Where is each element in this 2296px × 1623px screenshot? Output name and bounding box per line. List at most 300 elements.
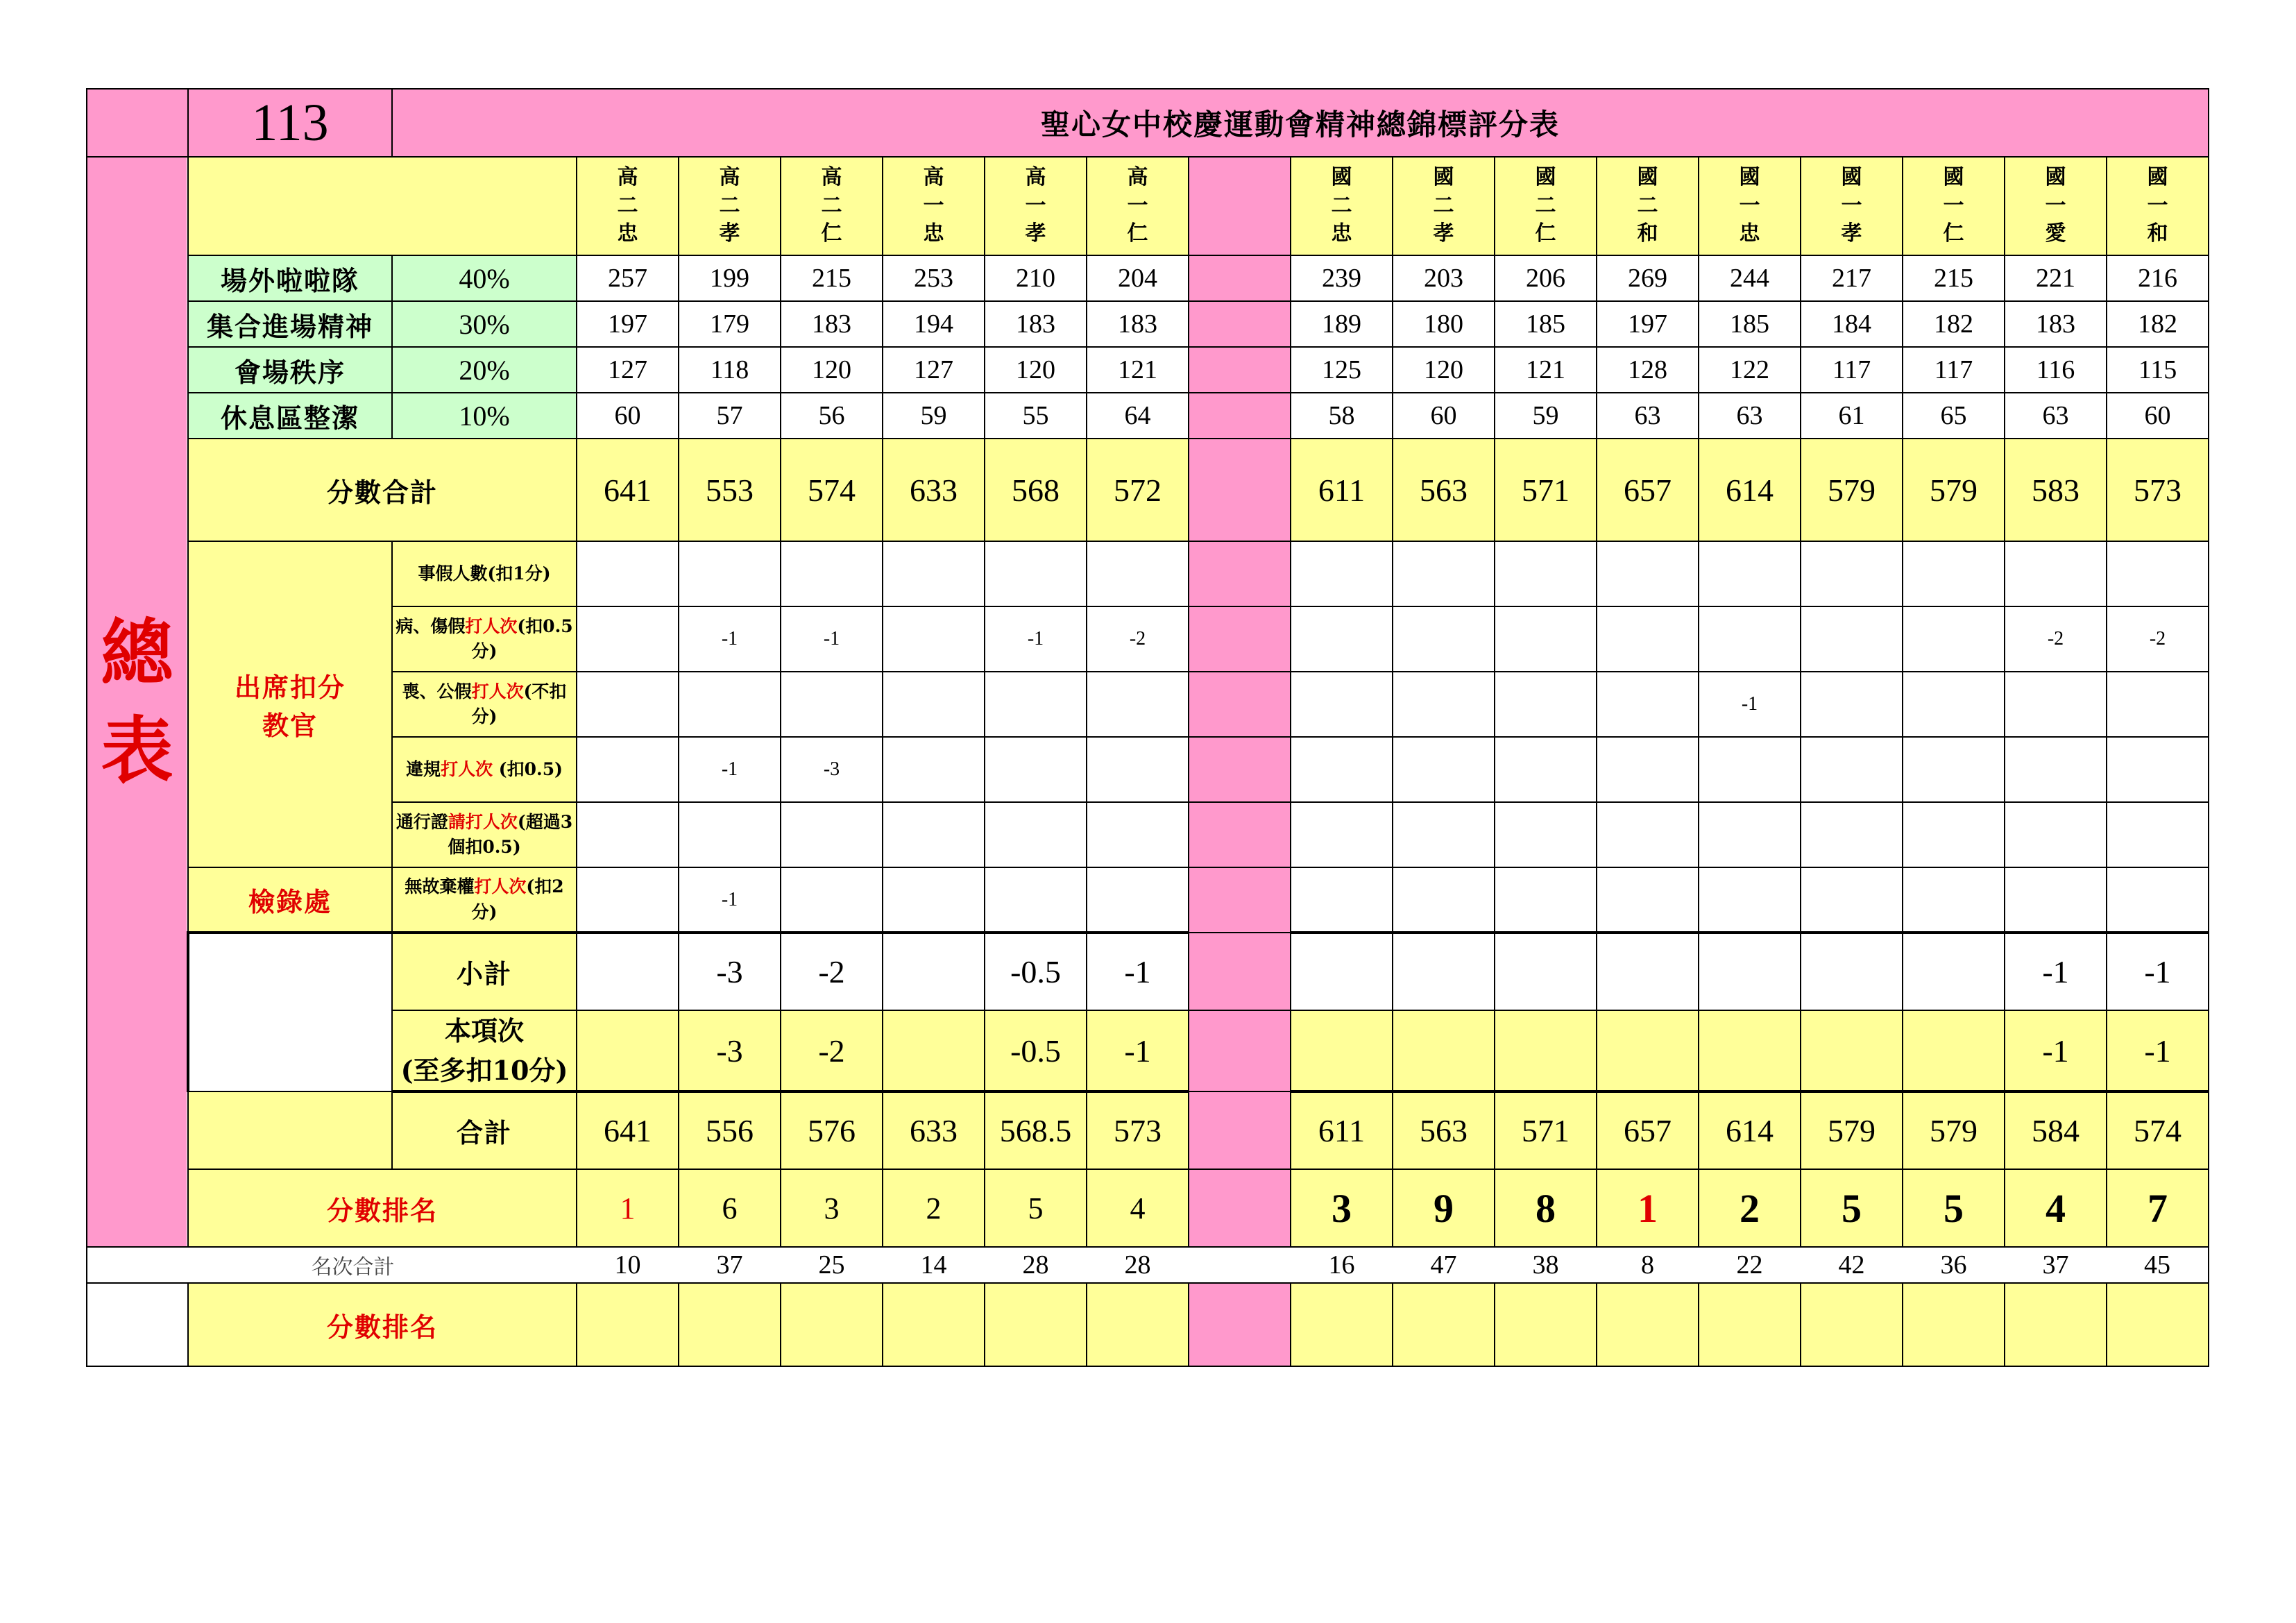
- value-cell: 120: [781, 347, 883, 393]
- class-header: [1495, 157, 1597, 255]
- value-cell: [1699, 1283, 1801, 1366]
- value-cell: [1699, 606, 1801, 672]
- value-cell: 556: [679, 1091, 781, 1169]
- value-cell: [883, 606, 985, 672]
- rank-sum-cell: 25: [781, 1247, 883, 1283]
- value-cell: -2: [2107, 606, 2209, 672]
- value-cell: 183: [985, 301, 1087, 347]
- value-cell: [2005, 672, 2107, 737]
- value-cell: 574: [2107, 1091, 2209, 1169]
- value-cell: -1: [1087, 933, 1189, 1010]
- item-deduct-label-2: (至多扣10分): [400, 1055, 568, 1086]
- value-cell: [1291, 672, 1393, 737]
- value-cell: [883, 737, 985, 802]
- value-cell: 239: [1291, 255, 1393, 301]
- value-cell: [1597, 672, 1699, 737]
- rank-sum-cell: 22: [1699, 1247, 1801, 1283]
- value-cell: [577, 672, 679, 737]
- year-label: 113: [188, 89, 392, 157]
- divider-cell: [1189, 1283, 1291, 1366]
- final-rank-blank: [87, 1283, 188, 1366]
- value-cell: [1495, 1010, 1597, 1091]
- value-cell: [1393, 541, 1495, 606]
- inspection-label: 檢錄處: [188, 867, 392, 933]
- value-cell: [1495, 606, 1597, 672]
- value-cell: 215: [1903, 255, 2005, 301]
- deduction-item: [392, 672, 577, 737]
- value-cell: [1597, 606, 1699, 672]
- value-cell: [1393, 933, 1495, 1010]
- value-cell: [1393, 606, 1495, 672]
- value-cell: [1087, 737, 1189, 802]
- value-cell: [577, 541, 679, 606]
- divider-cell: [1189, 347, 1291, 393]
- sheet-title: 聖心女中校慶運動會精神總錦標評分表: [392, 89, 2209, 157]
- value-cell: [1597, 867, 1699, 933]
- class-header: [1393, 157, 1495, 255]
- value-cell: 633: [883, 439, 985, 541]
- value-cell: [883, 1010, 985, 1091]
- value-cell: 56: [781, 393, 883, 439]
- class-header: [1291, 157, 1393, 255]
- rank-cell: 1: [577, 1169, 679, 1247]
- value-cell: 127: [577, 347, 679, 393]
- deduction-item: [392, 541, 577, 606]
- value-cell: [2107, 867, 2209, 933]
- value-cell: 185: [1495, 301, 1597, 347]
- value-cell: 579: [1801, 439, 1903, 541]
- criterion-weight: 10%: [392, 393, 577, 439]
- value-cell: -1: [1087, 1010, 1189, 1091]
- rank-sum-cell: 38: [1495, 1247, 1597, 1283]
- class-name: 國一孝: [1841, 165, 1862, 246]
- value-cell: 199: [679, 255, 781, 301]
- value-cell: -1: [985, 606, 1087, 672]
- deduction-text-c: (不扣分): [471, 681, 567, 726]
- value-cell: [1801, 1010, 1903, 1091]
- class-header: [985, 157, 1087, 255]
- value-cell: 614: [1699, 1091, 1801, 1169]
- value-cell: [1903, 541, 2005, 606]
- value-cell: -2: [781, 933, 883, 1010]
- class-header: [1903, 157, 2005, 255]
- value-cell: [577, 802, 679, 867]
- rank-sum-cell: 37: [2005, 1247, 2107, 1283]
- value-cell: [577, 867, 679, 933]
- value-cell: -1: [679, 737, 781, 802]
- value-cell: 60: [577, 393, 679, 439]
- rank-sum-cell: 16: [1291, 1247, 1393, 1283]
- value-cell: [1699, 1010, 1801, 1091]
- value-cell: [1699, 737, 1801, 802]
- value-cell: [1495, 802, 1597, 867]
- value-cell: [1291, 1283, 1393, 1366]
- value-cell: -3: [679, 1010, 781, 1091]
- attendance-label-1: 出席扣分: [234, 672, 346, 703]
- value-cell: [1801, 737, 1903, 802]
- divider-blank: [1189, 1247, 1291, 1283]
- value-cell: 611: [1291, 1091, 1393, 1169]
- criterion-name: 休息區整潔: [188, 393, 392, 439]
- class-name: 高二孝: [719, 165, 740, 246]
- rank-cell: 2: [1699, 1169, 1801, 1247]
- value-cell: [985, 802, 1087, 867]
- class-header: [1597, 157, 1699, 255]
- value-cell: 116: [2005, 347, 2107, 393]
- rank-cell: 4: [2005, 1169, 2107, 1247]
- value-cell: 573: [2107, 439, 2209, 541]
- value-cell: [679, 541, 781, 606]
- value-cell: 210: [985, 255, 1087, 301]
- value-cell: [577, 606, 679, 672]
- rank-cell: 5: [985, 1169, 1087, 1247]
- value-cell: [2005, 541, 2107, 606]
- value-cell: [1699, 541, 1801, 606]
- value-cell: 125: [1291, 347, 1393, 393]
- value-cell: -3: [781, 737, 883, 802]
- value-cell: [1801, 541, 1903, 606]
- class-name: 高二仁: [821, 165, 842, 246]
- value-cell: 183: [781, 301, 883, 347]
- value-cell: [1597, 933, 1699, 1010]
- value-cell: 120: [1393, 347, 1495, 393]
- value-cell: 121: [1495, 347, 1597, 393]
- value-cell: 611: [1291, 439, 1393, 541]
- value-cell: 189: [1291, 301, 1393, 347]
- value-cell: [781, 867, 883, 933]
- rank-label: 分數排名: [188, 1169, 577, 1247]
- value-cell: 221: [2005, 255, 2107, 301]
- divider-cell: [1189, 933, 1291, 1010]
- value-cell: 182: [2107, 301, 2209, 347]
- deduction-item: [392, 802, 577, 867]
- value-cell: [1801, 672, 1903, 737]
- value-cell: [985, 1283, 1087, 1366]
- value-cell: 568.5: [985, 1091, 1087, 1169]
- value-cell: -1: [2107, 1010, 2209, 1091]
- value-cell: [1903, 933, 2005, 1010]
- rank-sum-cell: 45: [2107, 1247, 2209, 1283]
- class-name: 國二和: [1637, 165, 1658, 246]
- class-name: 國二忠: [1331, 165, 1352, 246]
- rank-cell: 9: [1393, 1169, 1495, 1247]
- value-cell: 59: [883, 393, 985, 439]
- value-cell: 127: [883, 347, 985, 393]
- value-cell: [1393, 1283, 1495, 1366]
- value-cell: [2107, 672, 2209, 737]
- value-cell: [1597, 541, 1699, 606]
- value-cell: 579: [1903, 439, 2005, 541]
- value-cell: 215: [781, 255, 883, 301]
- value-cell: [1495, 672, 1597, 737]
- value-cell: 64: [1087, 393, 1189, 439]
- value-cell: 118: [679, 347, 781, 393]
- value-cell: [1597, 737, 1699, 802]
- item-deduct-label: [392, 1010, 577, 1091]
- value-cell: [1291, 802, 1393, 867]
- value-cell: 63: [2005, 393, 2107, 439]
- value-cell: 657: [1597, 1091, 1699, 1169]
- rank-cell: 4: [1087, 1169, 1189, 1247]
- value-cell: -1: [679, 867, 781, 933]
- score-sheet: [86, 88, 2209, 1367]
- deduction-text-b: 打人次: [465, 615, 518, 636]
- value-cell: [883, 1283, 985, 1366]
- value-cell: [1291, 541, 1393, 606]
- class-header: [781, 157, 883, 255]
- deduction-text: 事假人數(扣1分): [418, 563, 551, 584]
- value-cell: 217: [1801, 255, 1903, 301]
- value-cell: -1: [2005, 933, 2107, 1010]
- class-header: [2005, 157, 2107, 255]
- value-cell: [1903, 867, 2005, 933]
- value-cell: 216: [2107, 255, 2209, 301]
- divider-cell: [1189, 606, 1291, 672]
- value-cell: [1495, 867, 1597, 933]
- attendance-group-label: [188, 541, 392, 867]
- value-cell: 269: [1597, 255, 1699, 301]
- side-label-text: 總表: [101, 610, 173, 793]
- deduction-item: [392, 867, 577, 933]
- value-cell: [1393, 867, 1495, 933]
- class-name: 國一和: [2147, 165, 2168, 246]
- divider-cell: [1189, 867, 1291, 933]
- criterion-weight: 40%: [392, 255, 577, 301]
- value-cell: 60: [1393, 393, 1495, 439]
- value-cell: [679, 672, 781, 737]
- value-cell: [985, 541, 1087, 606]
- value-cell: 65: [1903, 393, 2005, 439]
- value-cell: [1495, 737, 1597, 802]
- value-cell: [1087, 802, 1189, 867]
- divider-cell: [1189, 301, 1291, 347]
- value-cell: 128: [1597, 347, 1699, 393]
- value-cell: [1087, 1283, 1189, 1366]
- value-cell: 117: [1903, 347, 2005, 393]
- value-cell: [1291, 737, 1393, 802]
- criterion-name: 集合進場精神: [188, 301, 392, 347]
- value-cell: [985, 867, 1087, 933]
- value-cell: 117: [1801, 347, 1903, 393]
- score-total-label: 分數合計: [188, 439, 577, 541]
- rank-sum-cell: 47: [1393, 1247, 1495, 1283]
- value-cell: 568: [985, 439, 1087, 541]
- value-cell: [883, 672, 985, 737]
- value-cell: [2107, 1283, 2209, 1366]
- value-cell: [1903, 802, 2005, 867]
- value-cell: [2107, 541, 2209, 606]
- value-cell: [1597, 1010, 1699, 1091]
- value-cell: [985, 737, 1087, 802]
- value-cell: [577, 933, 679, 1010]
- value-cell: [1393, 802, 1495, 867]
- value-cell: -1: [2005, 1010, 2107, 1091]
- rank-sum-cell: 36: [1903, 1247, 2005, 1283]
- class-header: [883, 157, 985, 255]
- value-cell: 197: [577, 301, 679, 347]
- value-cell: [577, 1283, 679, 1366]
- value-cell: [1801, 933, 1903, 1010]
- value-cell: [1087, 867, 1189, 933]
- deduction-text-b: 打人次: [471, 681, 524, 702]
- rank-sum-cell: 10: [577, 1247, 679, 1283]
- deduction-text-a: 無故棄權: [405, 876, 475, 897]
- deduction-text-c: (扣0.5): [493, 758, 563, 779]
- value-cell: [1393, 737, 1495, 802]
- value-cell: [1495, 1283, 1597, 1366]
- value-cell: [1699, 802, 1801, 867]
- class-name: 國二仁: [1535, 165, 1556, 246]
- deduction-text-a: 通行證: [396, 811, 448, 832]
- value-cell: [1291, 606, 1393, 672]
- value-cell: [1801, 867, 1903, 933]
- value-cell: [883, 802, 985, 867]
- value-cell: 184: [1801, 301, 1903, 347]
- value-cell: [781, 802, 883, 867]
- rank-cell: 8: [1495, 1169, 1597, 1247]
- value-cell: [883, 541, 985, 606]
- value-cell: [1291, 1010, 1393, 1091]
- class-name: 國一愛: [2045, 165, 2066, 246]
- value-cell: [2005, 802, 2107, 867]
- deduction-item: [392, 737, 577, 802]
- divider-cell: [1189, 439, 1291, 541]
- criterion-name: 場外啦啦隊: [188, 255, 392, 301]
- value-cell: 183: [2005, 301, 2107, 347]
- value-cell: [1801, 1283, 1903, 1366]
- value-cell: -0.5: [985, 933, 1087, 1010]
- value-cell: [883, 867, 985, 933]
- value-cell: 197: [1597, 301, 1699, 347]
- deduction-item: [392, 606, 577, 672]
- item-deduct-label-1: 本項次: [444, 1015, 524, 1046]
- value-cell: 183: [1087, 301, 1189, 347]
- value-cell: -1: [679, 606, 781, 672]
- rank-sum-cell: 28: [985, 1247, 1087, 1283]
- class-name: 高二忠: [617, 165, 638, 246]
- divider-cell: [1189, 1010, 1291, 1091]
- value-cell: [1801, 606, 1903, 672]
- divider-cell: [1189, 737, 1291, 802]
- rank-sum-label: 名次合計: [87, 1247, 577, 1283]
- value-cell: [1495, 541, 1597, 606]
- value-cell: 553: [679, 439, 781, 541]
- value-cell: [2005, 867, 2107, 933]
- value-cell: 58: [1291, 393, 1393, 439]
- value-cell: [1699, 933, 1801, 1010]
- deduction-text-c: (超過3個扣0.5): [448, 811, 573, 857]
- value-cell: 571: [1495, 439, 1597, 541]
- class-name: 國一仁: [1943, 165, 1964, 246]
- value-cell: 121: [1087, 347, 1189, 393]
- value-cell: 584: [2005, 1091, 2107, 1169]
- rank-sum-cell: 8: [1597, 1247, 1699, 1283]
- value-cell: 641: [577, 439, 679, 541]
- value-cell: 182: [1903, 301, 2005, 347]
- rank-sum-cell: 42: [1801, 1247, 1903, 1283]
- value-cell: [577, 1010, 679, 1091]
- class-header: [679, 157, 781, 255]
- header-blank: [188, 157, 577, 255]
- deduction-text-c: (扣0.5分): [471, 615, 573, 661]
- criterion-weight: 30%: [392, 301, 577, 347]
- value-cell: 563: [1393, 1091, 1495, 1169]
- value-cell: 63: [1597, 393, 1699, 439]
- value-cell: 179: [679, 301, 781, 347]
- divider-cell: [1189, 157, 1291, 255]
- criterion-name: 會場秩序: [188, 347, 392, 393]
- value-cell: [1087, 541, 1189, 606]
- divider-cell: [1189, 1091, 1291, 1169]
- value-cell: 63: [1699, 393, 1801, 439]
- value-cell: 244: [1699, 255, 1801, 301]
- value-cell: [1291, 867, 1393, 933]
- value-cell: -2: [1087, 606, 1189, 672]
- value-cell: 579: [1801, 1091, 1903, 1169]
- value-cell: [1291, 933, 1393, 1010]
- value-cell: [1087, 672, 1189, 737]
- value-cell: 574: [781, 439, 883, 541]
- class-name: 高一仁: [1127, 165, 1148, 246]
- value-cell: -2: [781, 1010, 883, 1091]
- value-cell: 55: [985, 393, 1087, 439]
- value-cell: [2107, 802, 2209, 867]
- value-cell: [1903, 1010, 2005, 1091]
- value-cell: [781, 672, 883, 737]
- value-cell: 641: [577, 1091, 679, 1169]
- deduction-text-b: 請打人次: [448, 811, 518, 832]
- rank-sum-cell: 28: [1087, 1247, 1189, 1283]
- deduction-text-a: 喪、公假: [402, 681, 472, 702]
- class-name: 高一忠: [923, 165, 944, 246]
- value-cell: [2005, 1283, 2107, 1366]
- class-header: [1699, 157, 1801, 255]
- value-cell: [679, 802, 781, 867]
- value-cell: [1903, 672, 2005, 737]
- corner-cell: [87, 89, 188, 157]
- divider-cell: [1189, 255, 1291, 301]
- value-cell: 573: [1087, 1091, 1189, 1169]
- value-cell: 120: [985, 347, 1087, 393]
- rank-cell: 5: [1801, 1169, 1903, 1247]
- value-cell: [1903, 737, 2005, 802]
- grand-total-label: 合計: [392, 1091, 577, 1169]
- value-cell: [2107, 737, 2209, 802]
- value-cell: 614: [1699, 439, 1801, 541]
- class-header: [1087, 157, 1189, 255]
- deduction-text-b: 打人次: [474, 876, 527, 897]
- rank-cell: 7: [2107, 1169, 2209, 1247]
- side-label: [87, 157, 188, 1247]
- value-cell: [781, 541, 883, 606]
- value-cell: 576: [781, 1091, 883, 1169]
- value-cell: [1801, 802, 1903, 867]
- value-cell: 206: [1495, 255, 1597, 301]
- value-cell: 185: [1699, 301, 1801, 347]
- value-cell: 203: [1393, 255, 1495, 301]
- subtotal-blank: [188, 933, 392, 1091]
- value-cell: 633: [883, 1091, 985, 1169]
- value-cell: -2: [2005, 606, 2107, 672]
- value-cell: -1: [1699, 672, 1801, 737]
- value-cell: [2005, 737, 2107, 802]
- value-cell: 61: [1801, 393, 1903, 439]
- value-cell: -3: [679, 933, 781, 1010]
- value-cell: [1903, 606, 2005, 672]
- deduction-text-a: 病、傷假: [396, 615, 466, 636]
- class-header: [2107, 157, 2209, 255]
- value-cell: 571: [1495, 1091, 1597, 1169]
